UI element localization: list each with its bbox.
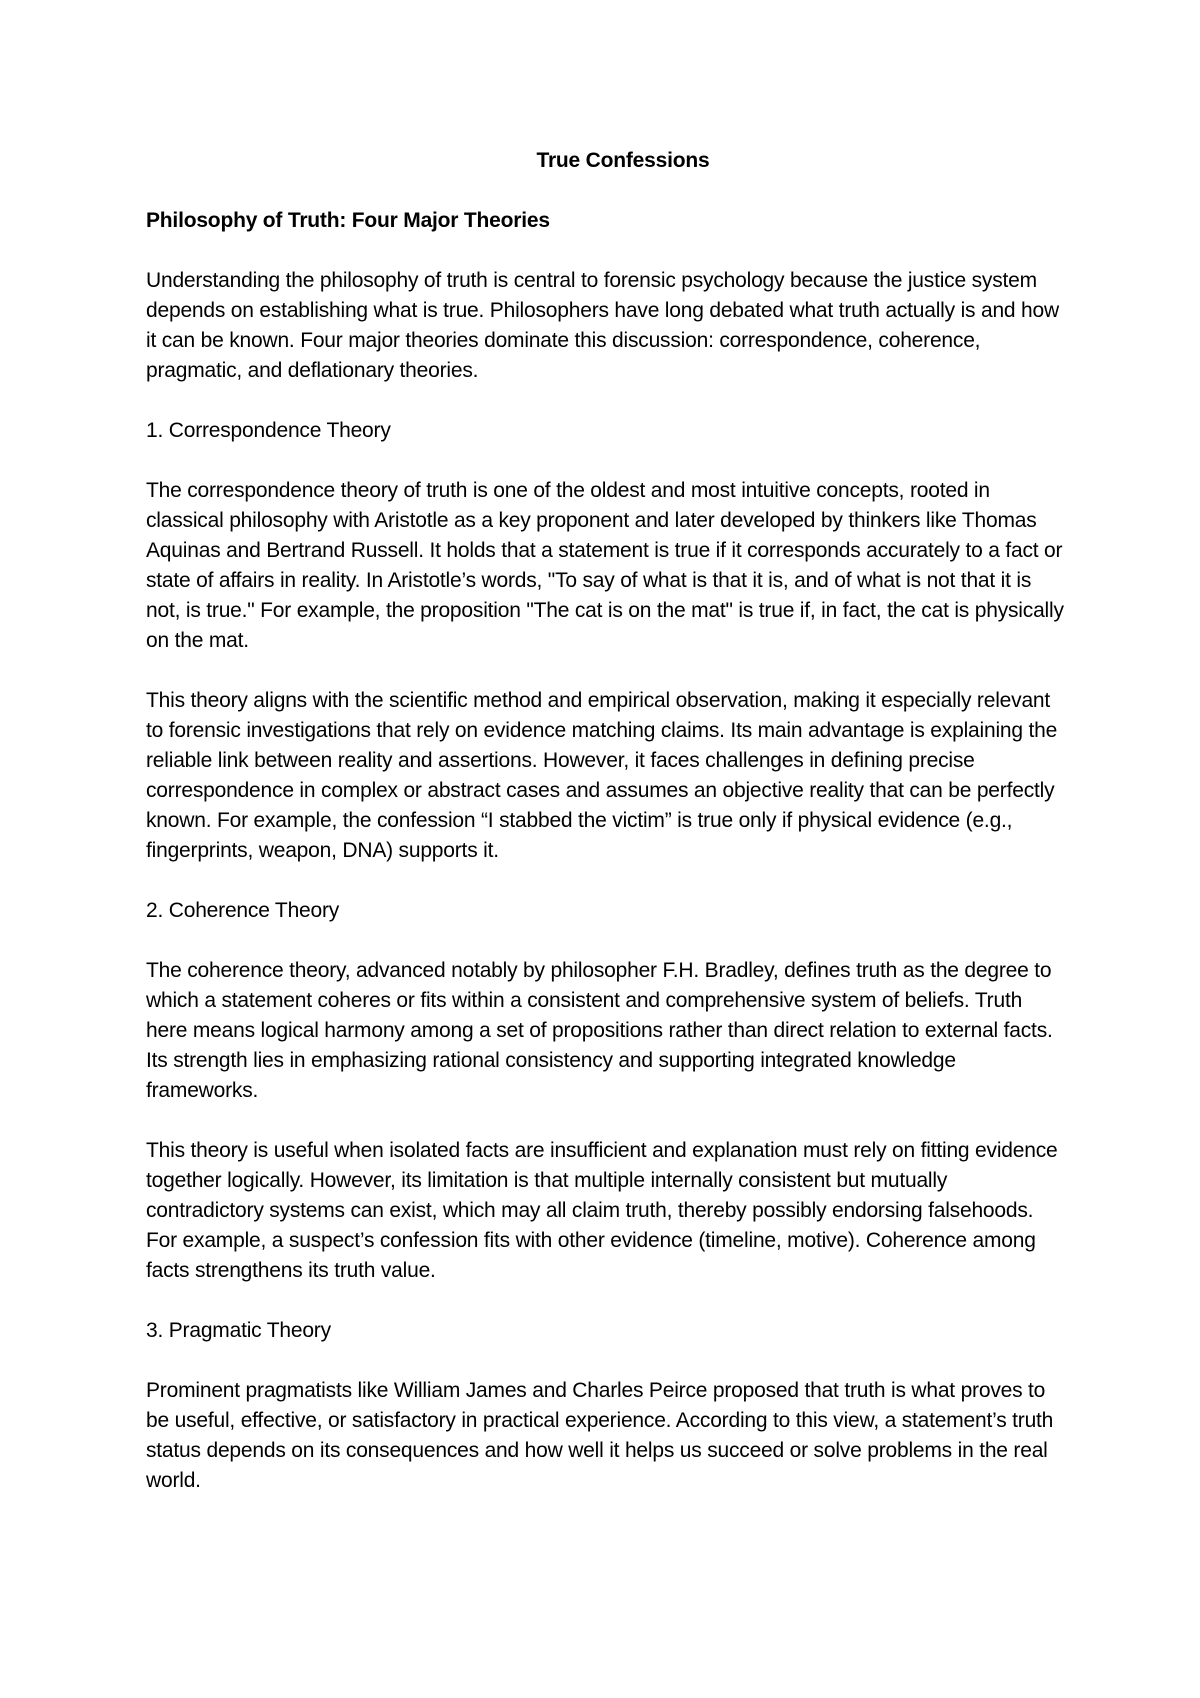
document-body [146, 146, 1066, 1526]
correspondence-paragraph-2: This theory aligns with the scientific method and empirical observation, making it especially relevant to forensic investigations that rely on evidence matching claims. Its main advantage is explaining the reliable link between reality and assertions. However, it faces challenges in defining precise correspondence in complex or abstract cases and assumes an objective reality that can be perfectly known. For example, the confession “I stabbed the victim” is true only if physical evidence (e.g., fingerprints, weapon, DNA) supports it. [146, 689, 1058, 862]
intro-paragraph: Understanding the philosophy of truth is central to forensic psychology because the justice system depends on establishing what is true. Philosophers have long debated what truth actually is and how it can be known. Four major theories dominate this discussion: correspondence, coherence, pragmatic, and deflationary theories. [146, 269, 1059, 382]
correspondence-paragraph-1: The correspondence theory of truth is one of the oldest and most intuitive concepts, rooted in classical philosophy with Aristotle as a key proponent and later developed by thinkers like Thomas Aquinas and Bertrand Russell. It holds that a statement is true if it corresponds accurately to a fact or state of affairs in reality. In Aristotle’s words, "To say of what is that it is, and of what is not that it is not, is true." For example, the proposition "The cat is on the mat" is true if, in fact, the cat is physically on the mat. [146, 479, 1064, 652]
document-subtitle: Philosophy of Truth: Four Major Theories [146, 209, 550, 232]
coherence-paragraph-1: The coherence theory, advanced notably by philosopher F.H. Bradley, defines truth as the degree to which a statement coheres or fits within a consistent and comprehensive system of beliefs. Truth here means logical harmony among a set of propositions rather than direct relation to external facts. Its strength lies in emphasizing rational consistency and supporting integrated knowledge frameworks. [146, 959, 1053, 1102]
coherence-paragraph-2: This theory is useful when isolated facts are insufficient and explanation must rely on fitting evidence together logically. However, its limitation is that multiple internally consistent but mutually contradictory systems can exist, which may all claim truth, thereby possibly endorsing falsehoods. For example, a suspect’s confession fits with other evidence (timeline, motive). Coherence among facts strengthens its truth value. [146, 1139, 1058, 1282]
document-title: True Confessions [536, 149, 710, 172]
section-heading-correspondence: 1. Correspondence Theory [146, 419, 391, 442]
section-heading-coherence: 2. Coherence Theory [146, 899, 340, 922]
pragmatic-paragraph-1: Prominent pragmatists like William James and Charles Peirce proposed that truth is what proves to be useful, effective, or satisfactory in practical experience. According to this view, a statement’s truth status depends on its consequences and how well it helps us succeed or solve problems in the real world. [146, 1379, 1054, 1492]
section-heading-pragmatic: 3. Pragmatic Theory [146, 1319, 331, 1342]
